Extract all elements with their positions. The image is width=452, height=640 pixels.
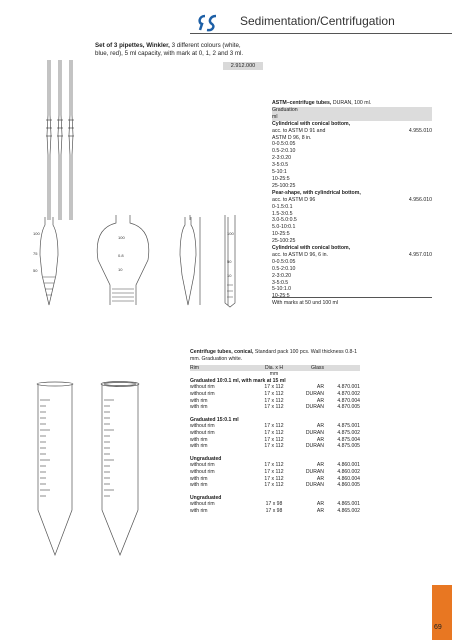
astm-value: 3-5:0.5 [272, 162, 289, 169]
table-group-title: Graduated 15:0.1 ml [190, 416, 239, 423]
table-cell: with rim [190, 443, 208, 450]
table-group-title: Graduated 10:0.1 ml, with mark at 15 ml [190, 377, 286, 384]
table-row [190, 398, 360, 405]
astm-table [272, 100, 432, 307]
pipettes-title: Set of 3 pipettes, Winkler, [95, 42, 170, 49]
table-cell: AR [316, 507, 324, 514]
astm-g1-code: 4.955.010 [408, 127, 432, 134]
header-divider [190, 33, 452, 34]
table-cell: 4.870.001 [337, 384, 360, 391]
table-cell: AR [316, 436, 324, 443]
table-row [190, 476, 360, 483]
centrifuge-tubes-illustration [30, 380, 160, 560]
astm-g2-line: acc. to ASTM D 96 [272, 196, 316, 203]
centrifuge-table [190, 365, 360, 515]
table-cell: 17 x 112 [264, 475, 284, 482]
astm-g1-sub: ASTM D 96, 8 in. [272, 134, 312, 141]
tube3-label-50: 50 [227, 259, 232, 264]
astm-g2-title: Pear-shape, with cylindrical bottom, [272, 189, 361, 196]
astm-g3-values [272, 259, 432, 300]
table-group-title: Ungraduated [190, 455, 222, 462]
astm-value: 5.0-10:0.1 [272, 224, 296, 231]
astm-value: 25-100:25 [272, 182, 296, 189]
table-row [190, 443, 360, 450]
table-cell: DURAN [305, 429, 324, 436]
table-cell: 17 x 112 [264, 384, 284, 391]
table-cell: 17 x 112 [264, 443, 284, 450]
table-cell: 4.875.002 [337, 429, 360, 436]
table-row [190, 423, 360, 430]
table-row [190, 469, 360, 476]
table-cell: 4.870.004 [337, 397, 360, 404]
table-cell: 4.865.001 [337, 501, 360, 508]
column-header: Glass [294, 365, 324, 372]
astm-title: ASTM–centrifuge tubes, DURAN, 100 ml. [272, 100, 372, 106]
table-cell: DURAN [305, 482, 324, 489]
table-cell: without rim [190, 429, 215, 436]
astm-value: 10-25:5 [272, 231, 290, 238]
table-cell: 4.860.002 [337, 468, 360, 475]
astm-value: 0-0.5:0.05 [272, 141, 296, 148]
table-row [190, 508, 360, 515]
tube1-label-75: 75 [33, 251, 38, 256]
astm-value: 0.5-2:0.10 [272, 148, 296, 155]
tube2-label-08: 0.8 [118, 253, 124, 258]
astm-g1-title: Cylindrical with conical bottom, [272, 120, 351, 127]
astm-value: 0-0.5:0.05 [272, 258, 296, 265]
table-cell: without rim [190, 501, 215, 508]
column-header [324, 365, 360, 372]
table-cell: 4.875.004 [337, 436, 360, 443]
table-cell: 17 x 98 [265, 501, 283, 508]
astm-value: 2-3:0.20 [272, 155, 292, 162]
table-cell: DURAN [305, 443, 324, 450]
column-header: Dia. x H [254, 365, 294, 372]
centrifuge-intro: Centrifuge tubes, conical, Standard pack 100 pcs. Wall thickness 0.8-1 mm. Graduation white. [190, 349, 358, 362]
table-cell: with rim [190, 475, 208, 482]
table-cell: 17 x 112 [264, 462, 284, 469]
astm-header-graduation: Graduation [272, 107, 432, 114]
tube2-label-10: 10 [118, 267, 123, 272]
astm-g1-values [272, 141, 432, 189]
tube2-label-100: 100 [118, 235, 125, 240]
table-unit-row [190, 371, 360, 378]
table-cell: AR [316, 423, 324, 430]
table-cell: AR [316, 475, 324, 482]
table-row [190, 482, 360, 489]
table-cell: with rim [190, 436, 208, 443]
table-cell: with rim [190, 507, 208, 514]
astm-value: 0.5-2:0.10 [272, 265, 296, 272]
page-accent-band [432, 585, 452, 640]
astm-header-unit: ml [272, 114, 432, 121]
table-cell: 17 x 112 [264, 404, 284, 411]
tube1-label-50: 50 [33, 268, 38, 273]
table-cell: AR [316, 462, 324, 469]
table-cell: 4.875.005 [337, 443, 360, 450]
table-cell: without rim [190, 462, 215, 469]
astm-value: 10-25:5 [272, 175, 290, 182]
table-cell: DURAN [305, 404, 324, 411]
table-row [190, 462, 360, 469]
table-cell: 17 x 112 [264, 436, 284, 443]
astm-value: 3-5:0.5 [272, 279, 289, 286]
table-header [190, 365, 360, 372]
table-row [190, 430, 360, 437]
duran-logo [196, 14, 218, 32]
table-cell: with rim [190, 397, 208, 404]
astm-value: 2-3:0.20 [272, 272, 292, 279]
table-cell: AR [316, 501, 324, 508]
table-cell: 4.860.001 [337, 462, 360, 469]
astm-g3-note: With marks at 50 und 100 ml [272, 300, 339, 307]
table-cell: 17 x 112 [264, 482, 284, 489]
table-cell: 17 x 112 [264, 390, 284, 397]
table-row [190, 404, 360, 411]
table-cell: 17 x 112 [264, 468, 284, 475]
pipettes-illustration [40, 60, 80, 225]
astm-tubes-illustration [30, 215, 260, 310]
astm-value: 1.5-3:0.5 [272, 210, 293, 217]
table-cell: DURAN [305, 468, 324, 475]
table-cell: 17 x 112 [264, 397, 284, 404]
table-cell: without rim [190, 384, 215, 391]
astm-g3-line: acc. to ASTM D 96, 6 in. [272, 251, 328, 258]
table-cell: without rim [190, 468, 215, 475]
table-cell: AR [316, 384, 324, 391]
centrifuge-section [190, 349, 432, 514]
astm-value: 0-1.5:0.1 [272, 203, 293, 210]
astm-g2-code: 4.956.010 [408, 196, 432, 203]
pipettes-description [95, 42, 255, 58]
tube3-label-100: 100 [227, 231, 234, 236]
astm-g2-values [272, 204, 432, 245]
table-cell: 17 x 112 [264, 423, 284, 430]
table-row [190, 437, 360, 444]
table-cell: 17 x 112 [264, 429, 284, 436]
pipettes-code: 2.912.000 [223, 62, 263, 70]
tube3-label-10: 10 [227, 273, 232, 278]
table-group-title: Ungraduated [190, 494, 222, 501]
astm-value: 3.0-5.0:0.5 [272, 217, 297, 224]
astm-divider [272, 297, 432, 298]
pipettes-text: 3 different colours (white, blue, red), 5 ml capacity, with mark at 0, 1, 2 and 3 ml. [95, 42, 244, 57]
table-cell: with rim [190, 482, 208, 489]
table-cell: 17 x 98 [265, 507, 283, 514]
unit-cell: mm [269, 371, 279, 378]
table-cell: with rim [190, 404, 208, 411]
table-cell: 4.870.002 [337, 390, 360, 397]
page-number: 69 [434, 624, 442, 631]
table-cell: 4.875.001 [337, 423, 360, 430]
table-cell: 4.865.002 [337, 507, 360, 514]
table-row [190, 501, 360, 508]
table-cell: AR [316, 397, 324, 404]
table-cell: 4.860.004 [337, 475, 360, 482]
tube1-label-100: 100 [33, 231, 40, 236]
astm-value: 5-10:1.0 [272, 286, 292, 293]
table-row [190, 391, 360, 398]
column-header: Rim [190, 365, 254, 372]
table-cell: DURAN [305, 390, 324, 397]
astm-g3-title: Cylindrical with conical bottom, [272, 245, 351, 252]
astm-value: 5-10:1 [272, 169, 287, 176]
table-cell: 4.860.005 [337, 482, 360, 489]
table-cell: without rim [190, 390, 215, 397]
astm-g3-code: 4.957.010 [408, 251, 432, 258]
table-cell: 4.870.005 [337, 404, 360, 411]
table-cell: without rim [190, 423, 215, 430]
page-title: Sedimentation/Centrifugation [240, 14, 395, 28]
table-row [190, 384, 360, 391]
astm-g1-line: acc. to ASTM D 91 and [272, 127, 326, 134]
astm-value: 25-100:25 [272, 238, 296, 245]
